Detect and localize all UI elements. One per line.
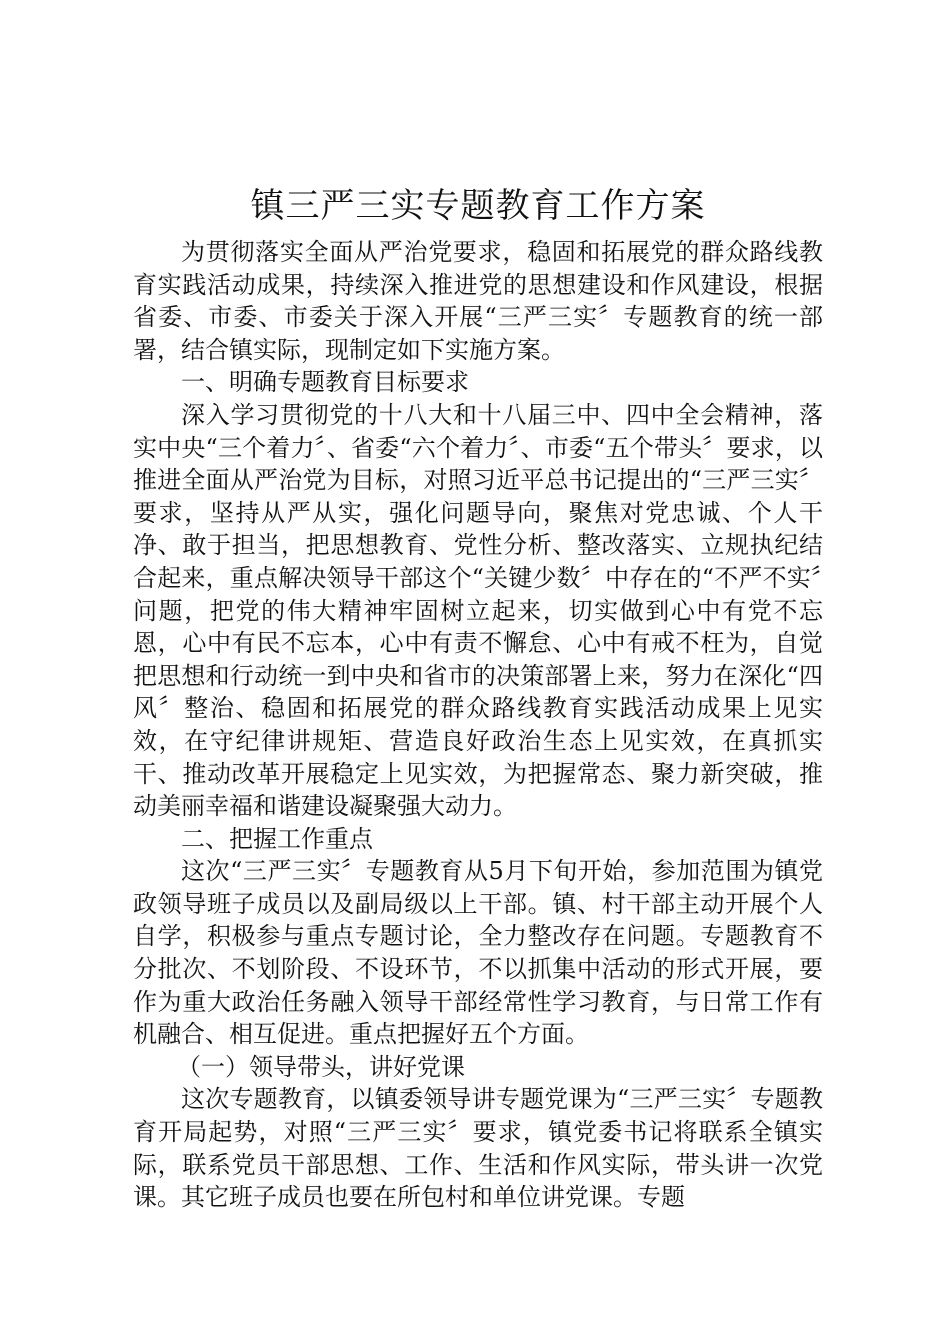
section-heading-2: 二、把握工作重点 — [181, 824, 373, 853]
paragraph-lecture: 这次专题教育，以镇委领导讲专题党课为“三严三实〞专题教育开局起势，对照“三严三实〞要求，镇党委书记将联系全镇实际，联系党员干部思想、工作、生活和作风实际，带头讲一次党课。其它班子成员也要在所包村和单位讲党课。专题 — [133, 1085, 823, 1212]
subsection-heading-1: （一）领导带头，讲好党课 — [177, 1052, 465, 1081]
paragraph-intro: 为贯彻落实全面从严治党要求，稳固和拓展党的群众路线教育实践活动成果，持续深入推进党的思想建设和作风建设，根据省委、市委、市委关于深入开展“三严三实〞专题教育的统一部署，结合镇实际，现制定如下实施方案。 — [133, 238, 823, 364]
section-heading-1: 一、明确专题教育目标要求 — [181, 368, 469, 397]
document-title: 镇三严三实专题教育工作方案 — [250, 186, 706, 226]
paragraph-goals: 深入学习贯彻党的十八大和十八届三中、四中全会精神，落实中央“三个着力〞、省委“六个着力〞、市委“五个带头〞要求，以推进全面从严治党为目标，对照习近平总书记提出的“三严三实〞要求，坚持从严从实，强化问题导向，聚焦对党忠诚、个人干净、敢于担当，把思想教育、党性分析、整改落实、立规执纪结合起来，重点解决领导干部这个“关键少数〞中存在的“不严不实〞问题，把党的伟大精神牢固树立起来，切实做到心中有党不忘恩，心中有民不忘本，心中有责不懈怠、心中有戒不枉为，自觉把思想和行动统一到中央和省市的决策部署上来，努力在深化“四风〞整治、稳固和拓展党的群众路线教育实践活动成果上见实效，在守纪律讲规矩、营造良好政治生态上见实效，在真抓实干、推动改革开展稳定上见实效，为把握常态、聚力新突破，推动美丽幸福和谐建设凝聚强大动力。 — [133, 400, 823, 821]
paragraph-focus: 这次“三严三实〞专题教育从5月下旬开始，参加范围为镇党政领导班子成员以及副局级以上干部。镇、村干部主动开展个人自学，积极参与重点专题讨论，全力整改存在问题。专题教育不分批次、不划阶段、不设环节，不以抓集中活动的形式开展，要作为重大政治任务融入领导干部经常性学习教育，与日常工作有机融合、相互促进。重点把握好五个方面。 — [133, 857, 823, 1049]
document-page — [133, 178, 823, 1214]
